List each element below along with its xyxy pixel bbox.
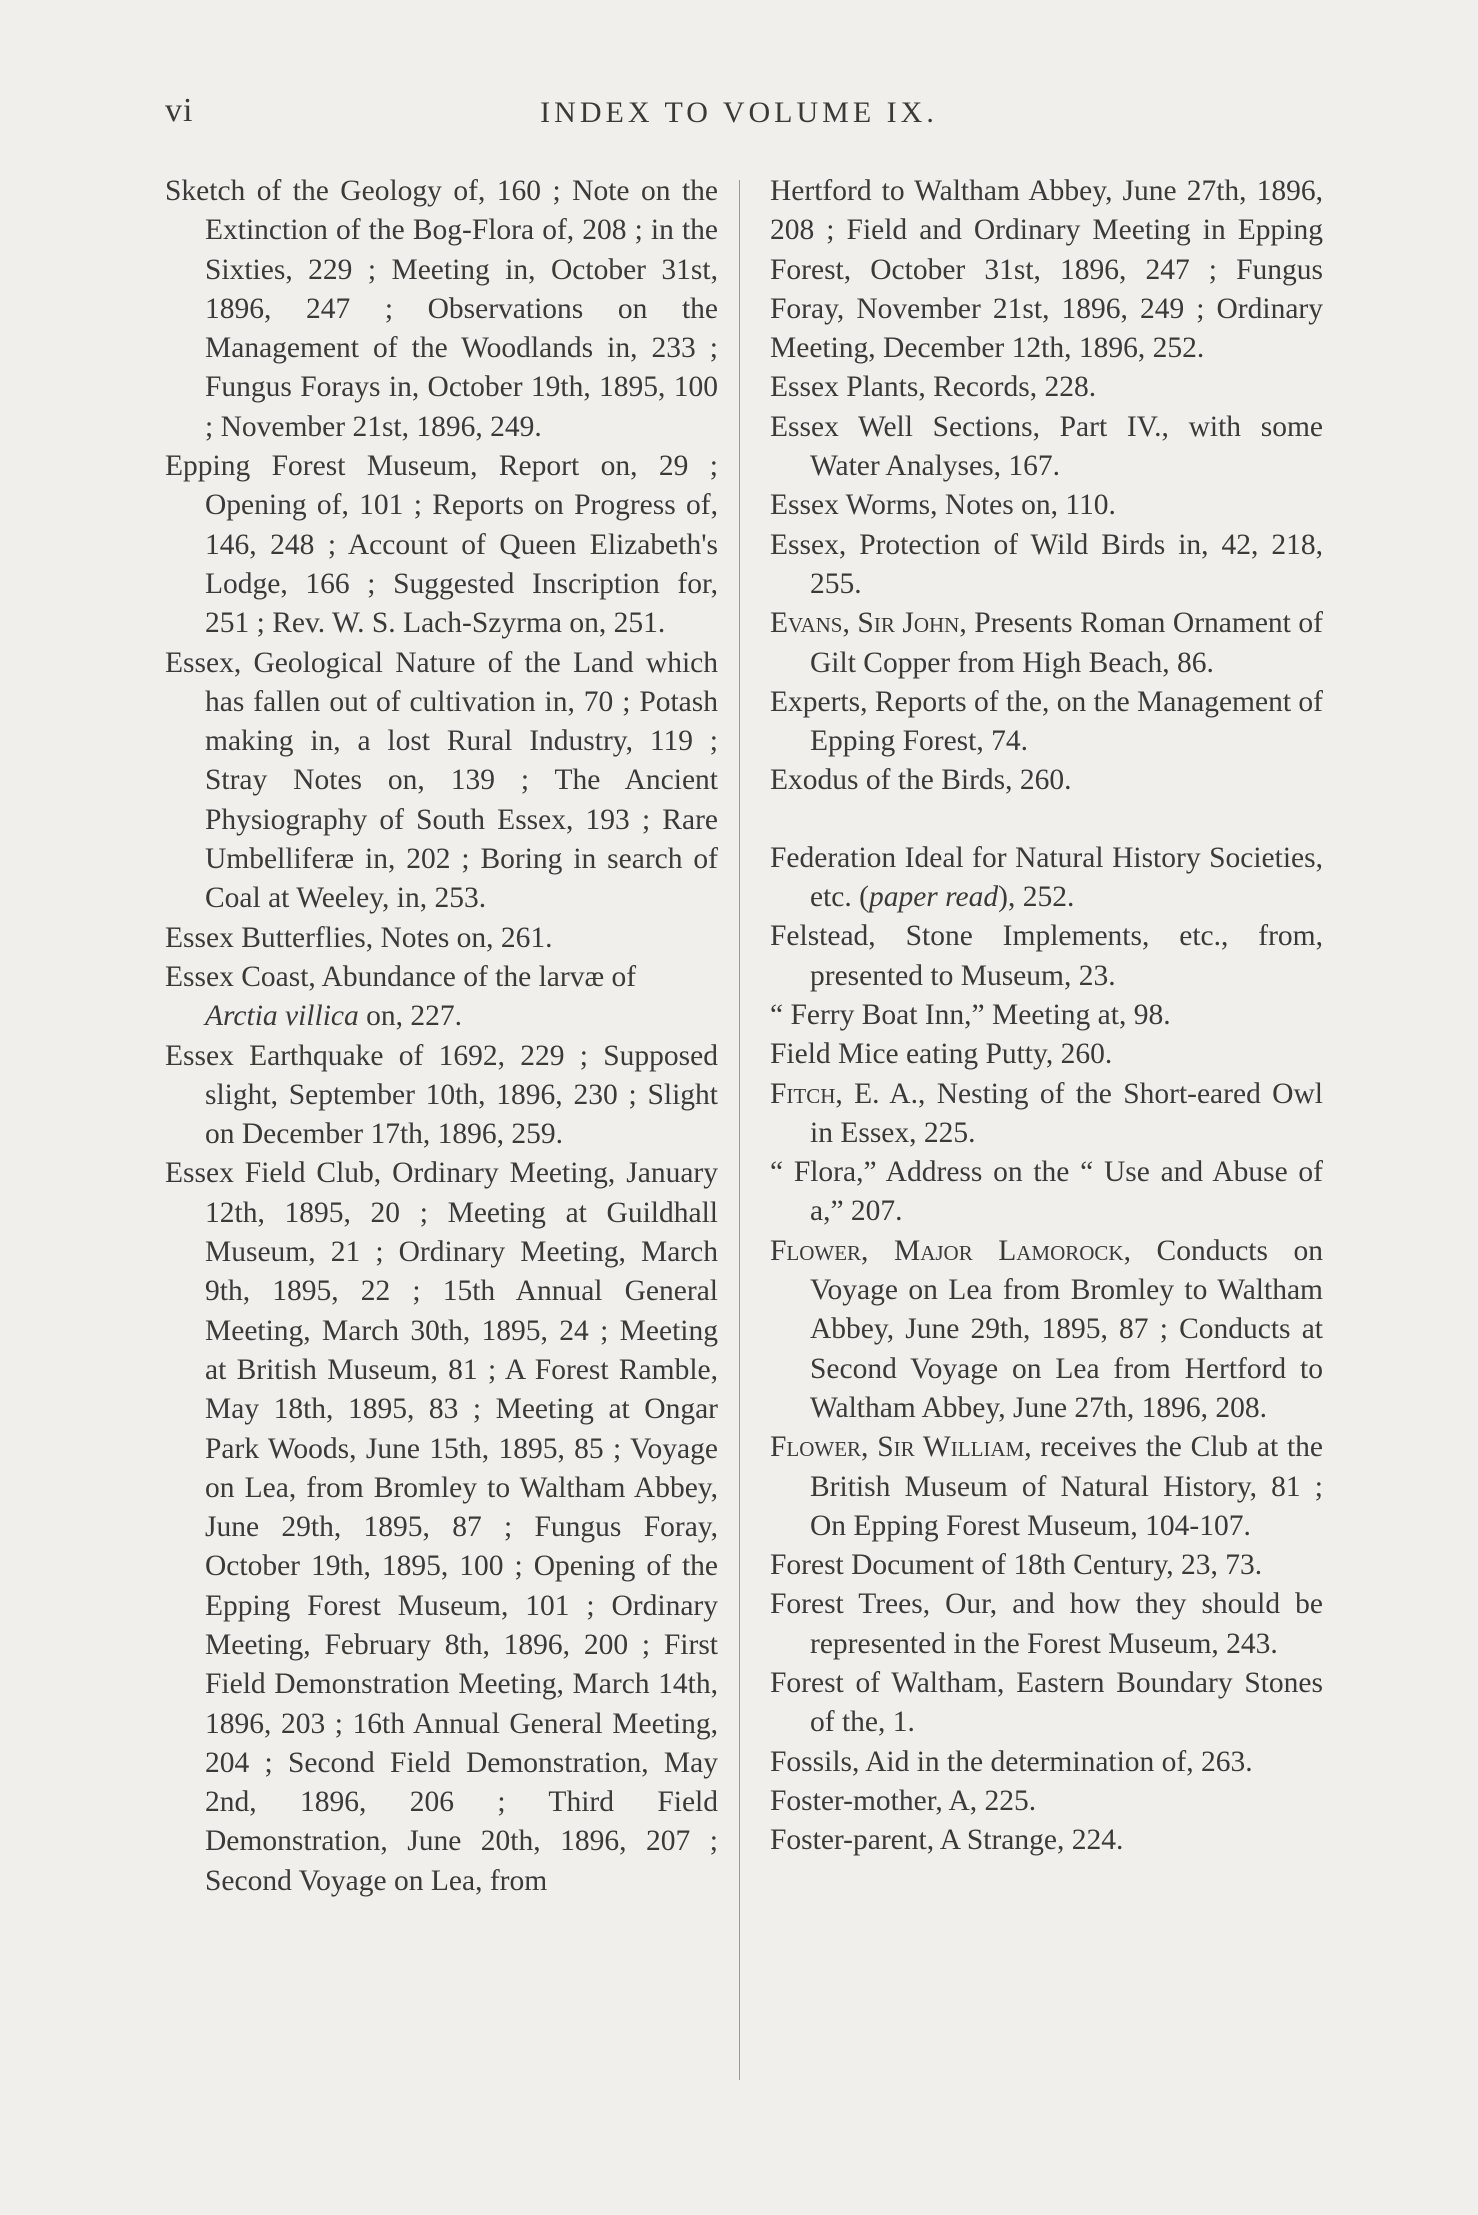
index-entry: Forest Document of 18th Century, 23, 73. bbox=[770, 1549, 1263, 1582]
index-entry: Fossils, Aid in the determination of, 263. bbox=[770, 1745, 1253, 1778]
entry-text: Presents Roman Ornament of Gilt Copper from High Beach, 86. bbox=[810, 607, 1324, 679]
index-entry: Exodus of the Birds, 260. bbox=[770, 764, 1072, 797]
left-column bbox=[165, 172, 718, 1901]
index-entry: Foster-mother, A, 225. bbox=[770, 1784, 1037, 1817]
index-entry: Epping Forest Museum, Report on, 29 ; Opening of, 101 ; Reports on Progress of, 146, 248 ; Account of Queen Elizabeth's Lodge, 166 ; Suggested Inscription for, 251 ; Rev. W. S. Lach-Szyrma on, 251. bbox=[165, 450, 718, 640]
index-entry: Experts, Reports of the, on the Management of Epping Forest, 74. bbox=[770, 685, 1323, 758]
species-name: Arctia villica bbox=[205, 1000, 359, 1033]
index-entry: Field Mice eating Putty, 260. bbox=[770, 1038, 1113, 1071]
entry-text: ), 252. bbox=[998, 881, 1075, 914]
index-entry bbox=[770, 604, 1323, 683]
index-entry: Forest of Waltham, Eastern Boundary Stones of the, 1. bbox=[770, 1666, 1323, 1739]
column-divider bbox=[739, 180, 740, 2080]
index-entry: Felstead, Stone Implements, etc., from, presented to Museum, 23. bbox=[770, 920, 1323, 992]
entry-text: Essex Coast, Abundance of the larvæ of bbox=[165, 960, 637, 993]
page-number: vi bbox=[165, 92, 194, 129]
index-entry: Essex Butterflies, Notes on, 261. bbox=[165, 921, 553, 954]
entry-text: Federation Ideal for Natural History Societies, etc. ( bbox=[770, 841, 1323, 914]
index-entry: Essex Well Sections, Part IV., with some Water Analyses, 167. bbox=[770, 410, 1323, 483]
index-entry bbox=[165, 958, 718, 1037]
section-gap bbox=[770, 801, 1323, 839]
index-entry: Essex Earthquake of 1692, 229 ; Supposed slight, September 10th, 1896, 230 ; Slight on December 17th, 1896, 259. bbox=[165, 1039, 718, 1151]
index-entry: “ Flora,” Address on the “ Use and Abuse of a,” 207. bbox=[770, 1156, 1323, 1228]
index-entry-continued: Hertford to Waltham Abbey, June 27th, 1896, 208 ; Field and Ordinary Meeting in Epping Forest, October 31st, 1896, 247 ; Fungus Foray, November 21st, 1896, 249 ; Ordinary Meeting, December 12th, 1896, 252. bbox=[770, 175, 1323, 365]
entry-text: Nesting of the Short-eared Owl in Essex, 225. bbox=[810, 1077, 1323, 1149]
index-entry: Foster-parent, A Strange, 224. bbox=[770, 1824, 1124, 1857]
running-title: INDEX TO VOLUME IX. bbox=[540, 96, 938, 129]
index-entry: Essex Field Club, Ordinary Meeting, January 12th, 1895, 20 ; Meeting at Guildhall Museum, 21 ; Ordinary Meeting, March 9th, 1895, 22 ; 15th Annual General Meeting, March 30th, 1895, 24 ; Meeting at British Museum, 81 ; A Forest Ramble, May 18th, 1895, 83 ; Meeting at Ongar Park Woods, June 15th, 1895, 85 ; Voyage on Lea, from Bromley to Waltham Abbey, June 29th, 1895, 87 ; Fungus Foray, October 19th, 1895, 100 ; Opening of the Epping Forest Museum, 101 ; Ordinary Meeting, February 8th, 1896, 200 ; First Field Demonstration Meeting, March 14th, 1896, 203 ; 16th Annual General Meeting, 204 ; Second Field Demonstration, May 2nd, 1896, 206 ; Third Field Demonstration, June 20th, 1896, 207 ; Second Voyage on Lea, from bbox=[165, 1157, 718, 1897]
entry-text: receives the Club at the British Museum of Natural History, 81 ; On Epping Forest Museum, 104-107. bbox=[810, 1431, 1323, 1542]
person-name: Evans, Sir John, bbox=[770, 607, 967, 640]
entry-text: Conducts on Voyage on Lea from Bromley to Waltham Abbey, June 29th, 1895, 87 ; Conducts at Second Voyage on Lea from Hertford to Waltham Abbey, June 27th, 1896, 208. bbox=[810, 1234, 1323, 1424]
right-column bbox=[770, 172, 1323, 1860]
person-name: Flower, Sir William, bbox=[770, 1431, 1032, 1464]
entry-text: on, 227. bbox=[358, 1000, 462, 1033]
index-entry: Sketch of the Geology of, 160 ; Note on the Extinction of the Bog-Flora of, 208 ; in the Sixties, 229 ; Meeting in, October 31st, 1896, 247 ; Observations on the Management of the Woodlands in, 233 ; Fungus Forays in, October 19th, 1895, 100 ; November 21st, 1896, 249. bbox=[165, 175, 718, 443]
index-entry: “ Ferry Boat Inn,” Meeting at, 98. bbox=[770, 998, 1171, 1031]
index-entry bbox=[770, 1075, 1323, 1154]
entry-italic: paper read bbox=[868, 881, 999, 914]
index-entry bbox=[770, 1232, 1323, 1428]
person-name: Flower, Major Lamorock, bbox=[770, 1234, 1131, 1267]
index-entry: Essex, Geological Nature of the Land which has fallen out of cultivation in, 70 ; Potash making in, a lost Rural Industry, 119 ; Stray Notes on, 139 ; The Ancient Physiography of South Essex, 193 ; Rare Umbelliferæ in, 202 ; Boring in search of Coal at Weeley, in, 253. bbox=[165, 646, 718, 915]
index-entry: Essex Plants, Records, 228. bbox=[770, 371, 1097, 404]
index-entry: Forest Trees, Our, and how they should be represented in the Forest Museum, 243. bbox=[770, 1588, 1323, 1660]
index-entry: Essex Worms, Notes on, 110. bbox=[770, 489, 1116, 522]
index-entry: Essex, Protection of Wild Birds in, 42, 218, 255. bbox=[770, 528, 1323, 600]
index-entry bbox=[770, 1428, 1323, 1546]
index-entry bbox=[770, 839, 1323, 918]
person-name: Fitch, E. A., bbox=[770, 1077, 926, 1110]
page-header bbox=[0, 92, 1478, 132]
